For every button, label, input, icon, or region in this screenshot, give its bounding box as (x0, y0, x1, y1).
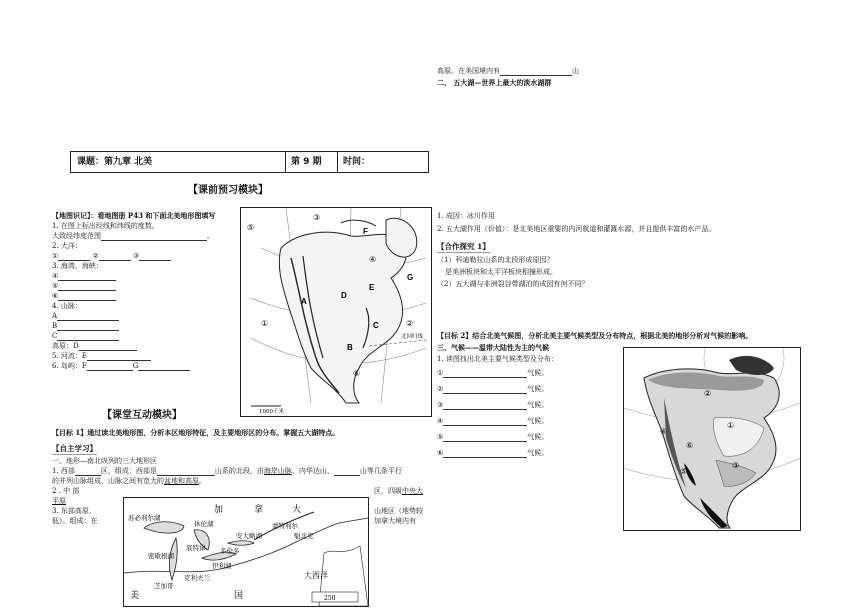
map2-label-superior: 苏必利尔湖 (128, 515, 161, 522)
climate-q1: 1. 读图找出北美主要气候类型及分布： (437, 355, 558, 363)
island-row: 6. 岛屿：F G (52, 361, 237, 371)
map1-label-a: A (301, 297, 307, 306)
map2-label-jia: 加 (214, 504, 224, 514)
interactive-module-title: 【课堂互动模块】 (102, 410, 182, 421)
map1-label-1: ① (261, 319, 269, 328)
climate-map-label-5: ⑤ (680, 467, 688, 476)
climate-head: 三、气候——温带大陆性为主的气候 (437, 343, 549, 352)
preview-module-title: 【课前预习模块】 (188, 185, 268, 196)
north-america-climate-map (623, 347, 801, 531)
map-memory-section (52, 211, 237, 371)
coop-a1: 是美洲板块和太平洋板块相撞形成。 (445, 268, 557, 276)
terrain-line4: 平原 (52, 497, 66, 505)
terrain-head: 一、地形—南北纵列的三大地形区 (52, 457, 157, 465)
climate-row-1: ① 气候。 (437, 369, 549, 377)
terrain-line5: 3. 东部高原、 山地区（地势较 (52, 507, 423, 515)
great-lakes-heading: 二、 五大湖—世界上最大的淡水湖群 (437, 78, 552, 87)
header-table (70, 151, 429, 173)
map2-label-chicago: 芝加哥 (154, 583, 174, 590)
climate-map-label-3: ③ (732, 461, 740, 470)
river-row: 5. 河流：E (52, 351, 237, 361)
map1-label-6: ⑥ (353, 369, 361, 378)
map2-label-na: 拿 (254, 504, 264, 514)
topic-cell: 课题：第九章 北美 (77, 157, 153, 167)
bay-row-3: ⑥ (52, 291, 237, 301)
self-study-tag: 【自主学习】 (52, 444, 97, 453)
plateau-row: 高原：D (52, 341, 237, 351)
map2-label-atlantic: 大西洋 (304, 571, 328, 580)
q1b: 大致经纬度范围 。 (52, 232, 214, 240)
coop-tag: 【合作探究 1】 (437, 242, 490, 251)
climate-map-label-6: ⑥ (686, 441, 694, 450)
map1-label-3: ③ (313, 213, 321, 222)
climate-questions (437, 354, 617, 458)
map1-label-e: E (369, 283, 375, 292)
climate-row-2: ② 气候。 (437, 385, 549, 393)
map2-label-guo: 国 (234, 590, 244, 600)
terrain-line2: 的并列山脉组成，山脉之间有宽大的盆地和高原。 (52, 477, 206, 485)
coop-q2: （2）五大湖与非洲裂谷带湖泊的成因有何不同？ (437, 280, 589, 288)
terrain-map-svg (241, 208, 431, 416)
great-lakes-map (123, 497, 369, 607)
climate-map-svg (624, 348, 800, 530)
right-column (437, 211, 847, 289)
map1-label-c: C (373, 321, 379, 330)
map1-scale: 1000千米 (259, 409, 284, 415)
bay-row-2: ⑤ (52, 281, 237, 291)
climate-row-6: ⑥ 气候。 (437, 449, 549, 457)
map2-label-ontario: 安大略湖 (236, 533, 262, 540)
map1-label-g: G (407, 273, 414, 282)
coop-q1: （1）科迪勒拉山系的北段形成原因？ (437, 256, 554, 264)
top-right-line1: 高原。在美国境内有 山 (437, 67, 579, 75)
map-memory-title: 【地图识记】：看地图册 P43 和下面北美地形图填写 (52, 211, 216, 220)
goal1: 【目标 1】通过读北美地形图，分析本区地形特征，及主要地形区的分布。掌握五大湖特点。 (52, 428, 340, 437)
climate-row-5: ⑤ 气候。 (437, 433, 549, 441)
map2-label-cleveland: 克利夫兰 (184, 575, 210, 582)
map1-label-d: D (341, 291, 347, 300)
q4: 4. 山脉： (52, 302, 82, 310)
map2-label-michigan: 密歇根湖 (148, 553, 174, 560)
climate-row-3: ③ 气候。 (437, 401, 549, 409)
map1-label-4: ④ (369, 255, 377, 264)
mountain-row-c: C (52, 331, 237, 341)
goal2: 【目标 2】结合北美气候图，分析北美主要气候类型及分布特点，根据北美的地形分析对气候的影响。 (437, 331, 753, 340)
great-lakes-svg (124, 498, 368, 606)
tropic-label: 北回归线 (401, 334, 424, 340)
climate-map-label-4: ④ (660, 427, 668, 436)
map2-label-huron: 休伦湖 (194, 521, 214, 528)
issue-cell: 第 9 期 (291, 157, 322, 167)
map2-label-detroit: 底特律 (186, 545, 206, 552)
time-cell: 时间： (343, 157, 371, 167)
map2-label-mei: 美 (130, 590, 140, 600)
terrain-line1: 1. 西部 区，组成：西部是 山系的北段，由海岸山脉、内华达山、 山等几条平行 (52, 467, 402, 475)
climate-row-4: ④ 气候。 (437, 417, 549, 425)
mountain-row-b: B (52, 321, 237, 331)
map1-label-f: F (363, 227, 368, 236)
terrain-line3: 2 . 中 部 区，四級中央大 (52, 487, 423, 495)
value-line: 2. 五大湖作用（价值）：是北美地区重要的内河航道和灌溉水源，并且提供丰富的水产品。 (437, 225, 716, 233)
oceans-row: ① ② ③ (52, 251, 237, 261)
q3: 3. 海湾、海峡： (52, 262, 103, 270)
map2-label-montreal: 蒙特利尔 (272, 523, 298, 530)
north-america-terrain-map (240, 207, 432, 417)
climate-map-label-1: ① (727, 421, 735, 430)
map1-label-2: ② (406, 319, 414, 328)
terrain-line6: 低）。组成：在 加拿大境内有 (52, 517, 416, 525)
map1-label-5: ⑤ (247, 223, 255, 232)
q1: 1. 在图上标出经线和纬线的度数。 (52, 222, 159, 230)
map2-label-quebec: 魁北克 (294, 533, 314, 540)
cause-line: 1. 成因：冰川作用 (437, 212, 495, 220)
climate-map-label-2: ② (704, 389, 712, 398)
map1-label-b: B (347, 343, 353, 352)
map2-label-erie: 伊利湖 (212, 563, 232, 570)
mountain-row-a: A (52, 311, 237, 321)
map2-label-da: 大 (292, 504, 302, 514)
bay-row-1: ④ (52, 271, 237, 281)
map2-scale: 250 (324, 595, 336, 602)
q2: 2. 大洋： (52, 242, 82, 250)
map2-label-toronto: 多伦多 (220, 548, 240, 555)
